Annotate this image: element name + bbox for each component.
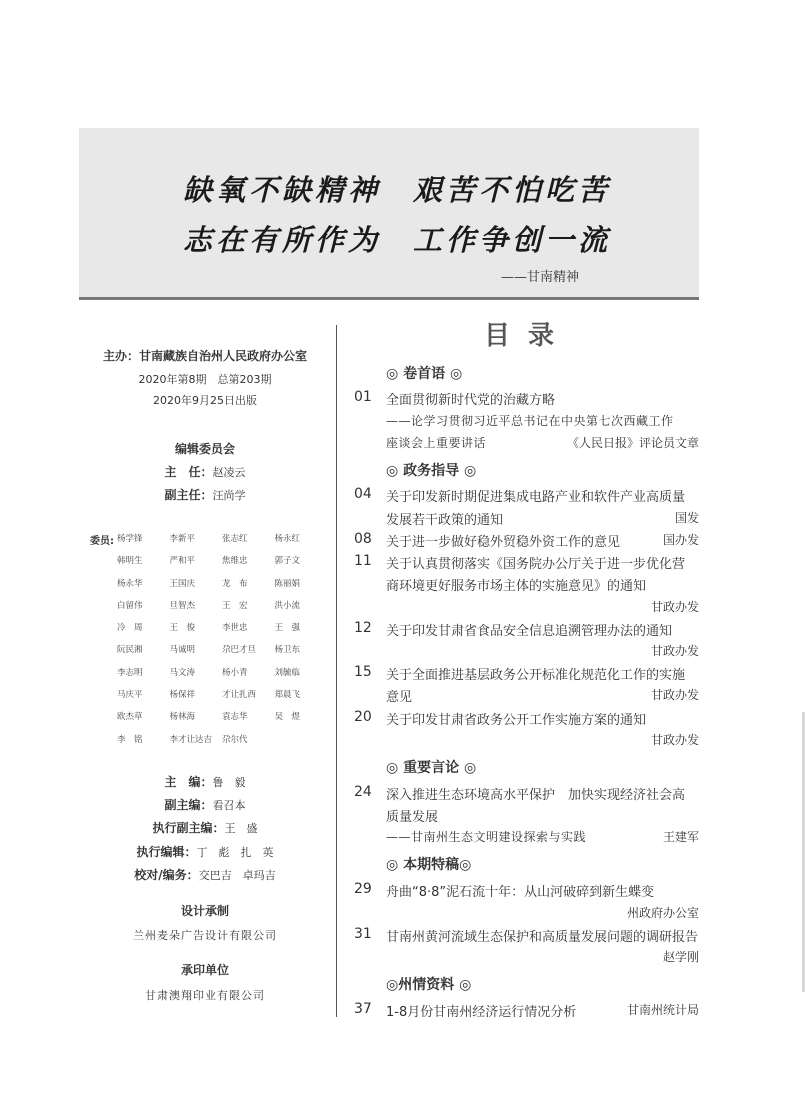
- exec-editor-line: [80, 843, 330, 860]
- member-name: 阮民湘: [117, 645, 143, 656]
- member-name: 龙 布: [222, 578, 248, 589]
- exec-editor-label: 执行编辑：: [136, 845, 197, 859]
- director-line: [80, 463, 330, 480]
- member-name: 杨保祥: [169, 690, 196, 701]
- member-name: 杨卫东: [274, 645, 301, 656]
- member-name: 焦维忠: [222, 556, 248, 567]
- director-name: 赵凌云: [212, 466, 246, 479]
- member-name: 马庆平: [117, 690, 143, 701]
- column-divider: [336, 325, 337, 1017]
- member-name: 张志红: [222, 534, 248, 544]
- member-name: 才让扎西: [222, 690, 257, 701]
- toc-entry-author: 甘政办发: [650, 644, 699, 658]
- toc-entry-title[interactable]: 关于进一步做好稳外贸稳外资工作的意见: [386, 535, 621, 550]
- member-name: 杨学锋: [117, 534, 143, 544]
- toc-entry-title-cont[interactable]: 商环境更好服务市场主体的实施意见》的通知: [386, 579, 647, 594]
- member-name: 韩明生: [117, 556, 143, 567]
- page-number: 15: [354, 664, 372, 680]
- exec-deputy-label: 执行副主编：: [152, 821, 225, 835]
- toc-entry-author: 州政府办公室: [626, 906, 699, 920]
- motto-line-2: [183, 218, 611, 259]
- page-number: 29: [354, 881, 372, 897]
- committee-title: 编辑委员会: [174, 442, 235, 456]
- member-name: 洪小流: [274, 600, 301, 611]
- toc-entry-title[interactable]: 关于印发甘肃省食品安全信息追溯管理办法的通知: [386, 624, 673, 639]
- member-name: 严和平: [169, 556, 196, 567]
- member-name: 马文涛: [169, 667, 196, 678]
- design-company: 兰州麦朵广告设计有限公司: [133, 929, 277, 942]
- member-name: 杨林海: [169, 712, 196, 723]
- members-label: 委员:: [90, 536, 114, 547]
- member-name: 杨永华: [117, 578, 143, 589]
- toc-entry-author: 甘政办发: [650, 733, 699, 747]
- toc-entry-author: 甘政办发: [650, 688, 699, 702]
- page-number: 24: [354, 784, 372, 800]
- toc-entry-title-cont[interactable]: 发展若干政策的通知: [386, 513, 504, 528]
- deputy-director-label: 副主任：: [164, 488, 213, 502]
- section-heading: ◎ 政务指导 ◎: [386, 463, 477, 479]
- member-name: 陈丽娟: [274, 578, 301, 589]
- toc-entry-title[interactable]: 关于印发新时期促进集成电路产业和软件产业高质量: [386, 490, 686, 505]
- toc-entry-title[interactable]: 1-8月份甘南州经济运行情况分析: [386, 1005, 577, 1020]
- publish-date: 2020年9月25日出版: [153, 394, 257, 407]
- page-number: 20: [354, 709, 372, 725]
- member-name: 李世忠: [222, 623, 248, 634]
- toc-entry-author: 国办发: [662, 533, 699, 547]
- member-name: 马诚明: [169, 645, 196, 656]
- member-name: 袁志华: [222, 712, 248, 723]
- members-grid: [117, 532, 327, 755]
- member-name: 郭子文: [274, 556, 301, 567]
- member-name: 尕尔代: [222, 734, 248, 745]
- member-name: 王国庆: [169, 578, 196, 589]
- section-heading: ◎ 本期特稿◎: [386, 857, 472, 873]
- exec-deputy-line: [80, 819, 330, 836]
- member-name: 旦智杰: [169, 600, 196, 611]
- toc-entry-title[interactable]: 舟曲“8·8”泥石流十年：从山河破碎到新生蝶变: [386, 885, 655, 900]
- page-number: 11: [354, 553, 372, 569]
- section-heading: ◎州情资料 ◎: [386, 977, 472, 993]
- member-name: 吴 煜: [274, 712, 301, 723]
- toc-entry-title[interactable]: 关于全面推进基层政务公开标准化规范化工作的实施: [386, 668, 686, 683]
- toc-entry-author: 甘政办发: [650, 600, 699, 614]
- motto-line-1: [183, 168, 611, 209]
- toc-title: 目录: [484, 321, 573, 351]
- issue-number: 2020年第8期 总第203期: [138, 373, 272, 386]
- member-name: 王 强: [274, 623, 301, 634]
- toc-entry-author: 《人民日报》评论员文章: [566, 436, 699, 450]
- deputy-director-name: 汪尚学: [212, 489, 246, 502]
- member-name: 刘毓临: [274, 667, 301, 678]
- page-number: 08: [354, 531, 372, 547]
- member-name: 杨永红: [274, 534, 301, 544]
- design-title: 设计承制: [180, 904, 229, 918]
- print-company: 甘肃澳翔印业有限公司: [145, 989, 265, 1002]
- member-name: 王 俊: [169, 623, 196, 634]
- proof-name: 交巴吉 卓玛吉: [198, 869, 276, 882]
- toc-entry-author: 国发: [674, 511, 699, 525]
- motto-signature: ——甘南精神: [501, 270, 580, 285]
- member-name: 尕巴才旦: [222, 645, 257, 656]
- toc-entry-title-cont[interactable]: 质量发展: [386, 810, 439, 825]
- toc-entry-title-cont[interactable]: 意见: [386, 690, 413, 705]
- page-number: 04: [354, 486, 372, 502]
- toc-entry-title[interactable]: 甘南州黄河流域生态保护和高质量发展问题的调研报告: [386, 930, 699, 945]
- member-name: 李 铭: [117, 734, 143, 745]
- toc-entry-title[interactable]: 深入推进生态环境高水平保护 加快实现经济社会高: [386, 788, 686, 803]
- motto-phrase: 工作争创一流: [413, 223, 612, 257]
- toc-entry-title[interactable]: 关于认真贯彻落实《国务院办公厅关于进一步优化营: [386, 557, 686, 572]
- member-name: 杨小青: [222, 667, 248, 678]
- motto-phrase: 缺氧不缺精神: [183, 173, 382, 207]
- exec-editor-name: 丁 彪 扎 英: [196, 846, 274, 859]
- page-number: 12: [354, 620, 372, 636]
- motto-phrase: 志在有所作为: [183, 223, 382, 257]
- member-name: 郑晨飞: [274, 690, 301, 701]
- member-name: 李新平: [169, 534, 196, 544]
- editor-label: 主 编：: [164, 775, 213, 789]
- toc-entry-author: 赵学刚: [662, 950, 699, 964]
- proof-label: 校对/编务：: [134, 868, 199, 882]
- print-title: 承印单位: [180, 963, 229, 977]
- member-name: [275, 733, 328, 755]
- member-name: 欧杰草: [117, 712, 143, 723]
- member-name: 白留伟: [117, 600, 143, 611]
- sponsor: 主办：甘南藏族自治州人民政府办公室: [102, 349, 307, 363]
- deputy-director-line: [80, 486, 330, 503]
- proof-line: [80, 866, 330, 883]
- section-heading: ◎ 重要言论 ◎: [386, 760, 477, 776]
- member-name: 李志明: [117, 667, 143, 678]
- member-name: 王 宏: [222, 600, 248, 611]
- toc-entry-subtitle: ——甘南州生态文明建设探索与实践: [386, 830, 587, 844]
- exec-deputy-name: 王 盛: [224, 822, 258, 835]
- member-name: 李才让达吉: [169, 734, 213, 745]
- page-number: 31: [354, 926, 372, 942]
- page-number: 01: [354, 389, 372, 405]
- toc-entry-subtitle: ——论学习贯彻习近平总书记在中央第七次西藏工作: [386, 414, 674, 428]
- toc-entry-subtitle: 座谈会上重要讲话: [386, 436, 487, 450]
- member-name: 冷 周: [117, 623, 143, 634]
- toc-entry-author: 王建军: [662, 830, 699, 844]
- page-number: 37: [354, 1001, 372, 1017]
- deputy-editor-line: [80, 796, 330, 813]
- toc-entry-title[interactable]: 关于印发甘肃省政务公开工作实施方案的通知: [386, 713, 647, 728]
- director-label: 主 任：: [164, 465, 213, 479]
- editor-line: [80, 773, 330, 790]
- section-heading: ◎ 卷首语 ◎: [386, 366, 463, 382]
- motto-phrase: 艰苦不怕吃苦: [413, 173, 612, 207]
- deputy-editor-label: 副主编：: [164, 798, 213, 812]
- toc-entry-author: 甘南州统计局: [626, 1003, 699, 1017]
- editor-name: 鲁 毅: [212, 776, 246, 789]
- deputy-editor-name: 看召本: [212, 799, 246, 812]
- motto-banner: [79, 128, 699, 300]
- toc-entry-title[interactable]: 全面贯彻新时代党的治藏方略: [386, 393, 556, 408]
